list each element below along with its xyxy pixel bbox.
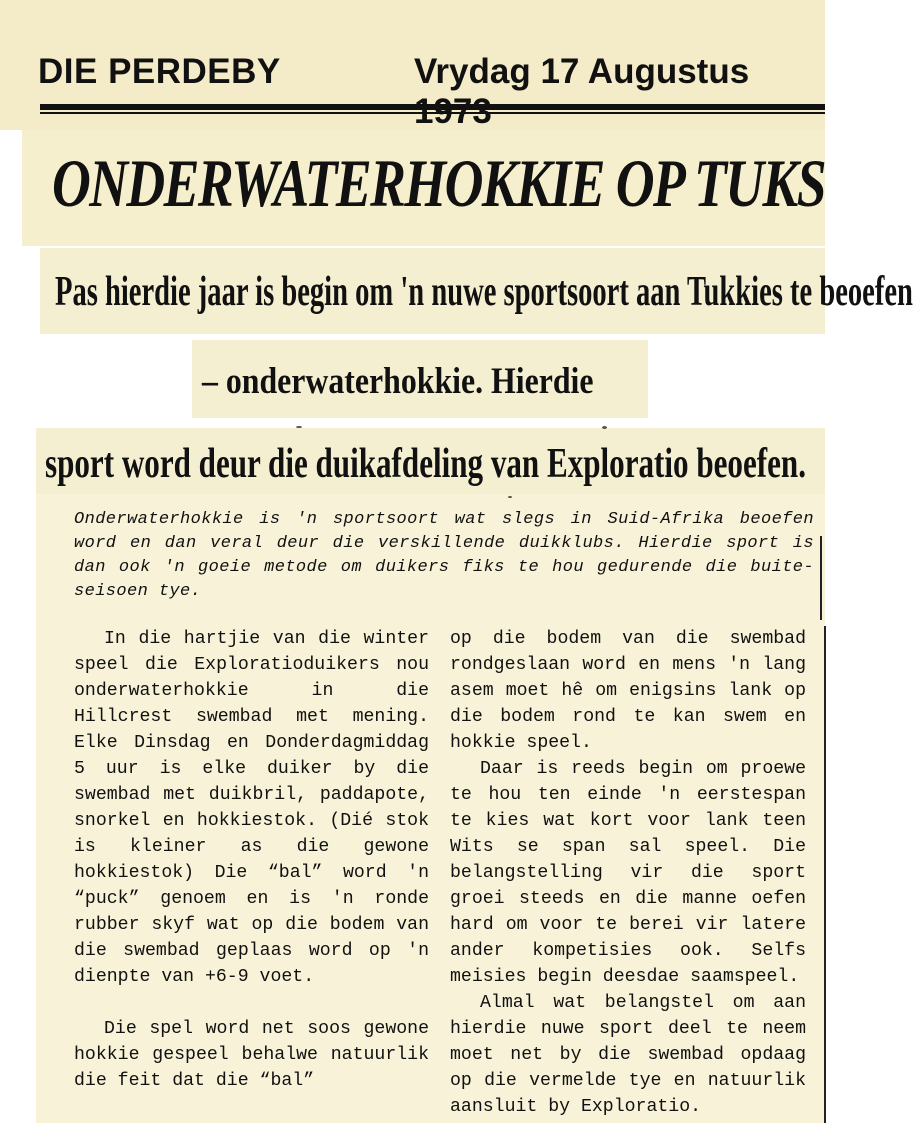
print-speck — [602, 426, 607, 429]
masthead-rule-thin — [40, 112, 825, 114]
newspaper-name: DIE PERDEBY — [38, 52, 281, 91]
right-column — [450, 626, 806, 1120]
right-paragraph-1: op die bodem van die swembad rondgeslaan word en mens 'n lang asem moet hê om enigsins lank op die bodem rond te kan swem en hokkie speel. — [450, 629, 806, 753]
article-intro: Onderwaterhokkie is 'n sportsoort wat slegs in Suid-Afrika beoefen word en dan veral deur die verskillende duikklubs. Hierdie sport is dan ook 'n goeie metode om duikers fiks te hou gedurende die buite-seisoen tye. — [74, 510, 814, 601]
article-headline: ONDERWATERHOKKIE OP TUKS — [52, 145, 826, 221]
deck-line-1: Pas hierdie jaar is begin om 'n nuwe sportsoort aan Tukkies te beoefen — [55, 269, 913, 315]
column-side-rule — [824, 626, 826, 1123]
left-column — [74, 626, 429, 1094]
left-paragraph-1: In die hartjie van die winter speel die Exploratioduikers nou onderwaterhokkie in die Hillcrest swembad met mening. Elke Dinsdag en Donderdagmiddag 5 uur is elke duiker by die swembad met duikbril, paddapote, snorkel en hokkiestok. (Dié stok is kleiner as die gewone hokkiestok) Die “bal” word 'n “puck” genoem en is 'n ronde rubber skyf wat op die bodem van die swembad geplaas word op 'n dienpte van +6-9 voet. — [74, 629, 429, 987]
print-speck — [508, 496, 512, 498]
print-speck — [296, 426, 302, 428]
masthead-rule-thick — [40, 104, 825, 110]
intro-side-rule — [820, 536, 822, 620]
deck-line-3: sport word deur die duikafdeling van Exploratio beoefen. — [45, 441, 806, 487]
right-paragraph-2: Daar is reeds begin om proewe te hou ten einde 'n eerstespan te kies wat kort voor lank teen Wits se span sal speel. Die belangstelling vir die sport groei steeds en die manne oefen hard om voor te berei vir latere ander kompetisies ook. Selfs meisies begin deesdae saamspeel. — [450, 759, 806, 987]
deck-line-2: – onderwaterhokkie. Hierdie — [202, 361, 594, 402]
right-paragraph-3: Almal wat belangstel om aan hierdie nuwe sport deel te neem moet net by die swembad opdaag op die vermelde tye en natuurlik aansluit by Exploratio. — [450, 993, 806, 1117]
issue-date: Vrydag 17 Augustus — [414, 52, 750, 91]
left-paragraph-2: Die spel word net soos gewone hokkie gespeel behalwe natuurlik die feit dat die “bal” — [74, 1019, 429, 1091]
